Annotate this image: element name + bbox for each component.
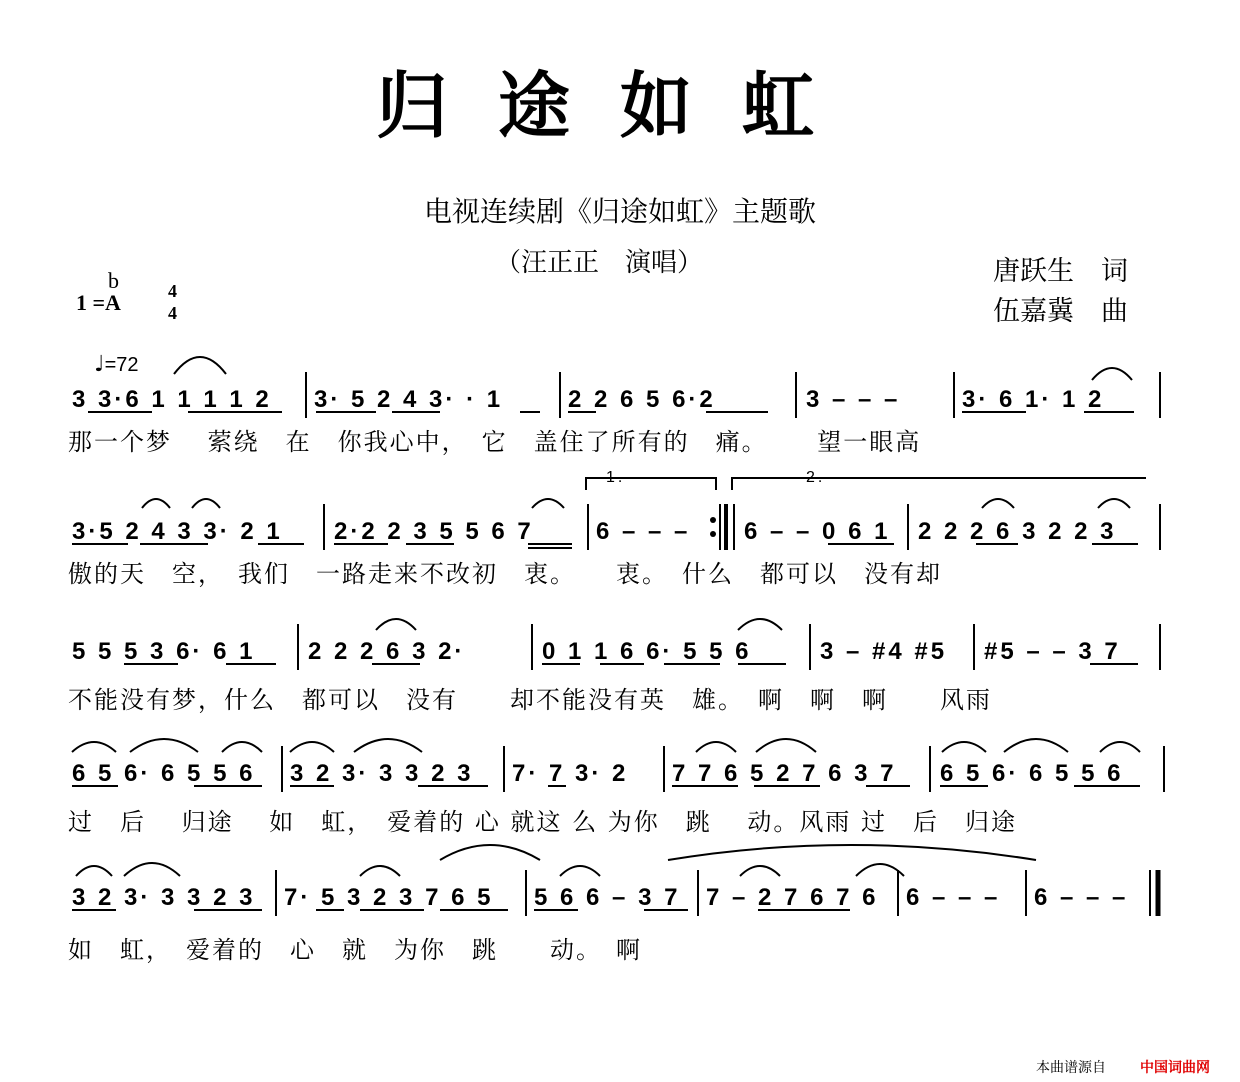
system-4-measure-4: 7 7 6 5 2 7 6 3 7	[672, 760, 897, 787]
system-1-lyrics: 那一个梦 萦绕 在 你我心中， 它 盖住了所有的 痛。 望一眼高	[68, 428, 922, 456]
lyricist-credit: 唐跃生 词	[993, 256, 1128, 287]
slur	[738, 619, 782, 630]
slur	[354, 739, 422, 752]
system-1-measure-3: 2 2 6 5 6·2	[568, 386, 716, 413]
footer-source-label: 本曲谱源自	[1036, 1060, 1106, 1076]
slur	[856, 864, 904, 876]
slur	[376, 619, 416, 630]
slur	[174, 357, 226, 374]
system-5-lyrics: 如 虹， 爱着的 心 就 为你 跳 动。 啊	[68, 936, 642, 964]
time-sig-bottom: 4	[168, 303, 177, 323]
tempo-value: =72	[104, 354, 139, 376]
system-2-measure-2: 2·2 2 3 5 5 6 7	[334, 518, 534, 545]
system-4-measure-5: 6 5 6· 6 5 5 6	[940, 760, 1124, 787]
system-1-measure-5: 3· 6 1· 1 2	[962, 386, 1105, 413]
slur	[756, 739, 816, 752]
system-3-measure-4: 3 – #4 #5	[820, 638, 948, 665]
slur	[1092, 368, 1132, 380]
slur	[440, 845, 540, 860]
slur	[560, 866, 600, 876]
system-2-measure-1: 3·5 2 4 3 3· 2 1	[72, 518, 283, 545]
slur	[740, 866, 780, 876]
system-2-measure-3: 6 – – –	[596, 518, 691, 545]
system-3-lyrics: 不能没有梦，什么 都可以 没有 却不能没有英 雄。 啊 啊 啊 风雨	[68, 686, 992, 714]
volta-second: 2.	[806, 469, 826, 486]
system-5-measure-5: 6 – – –	[906, 884, 1001, 911]
song-title: 归途如虹	[375, 64, 864, 148]
slur	[1098, 499, 1130, 508]
slur	[142, 499, 170, 508]
system-5-measure-3: 5 6 6 – 3 7	[534, 884, 681, 911]
slur	[982, 499, 1014, 508]
composer-credit: 伍嘉冀 曲	[993, 296, 1128, 327]
slur	[360, 866, 400, 876]
volta-bracket-1	[586, 478, 716, 490]
system-4-measure-3: 7· 7 3· 2	[512, 760, 629, 787]
system-3-measure-2: 2 2 2 6 3 2·	[308, 638, 466, 665]
system-3-measure-3: 0 1 1 6 6· 5 5 6	[542, 638, 752, 665]
flat-sign: b	[108, 268, 119, 293]
system-2-measure-5: 2 2 2 6 3 2 2 3	[918, 518, 1117, 545]
system-1-measure-1: 3 3·6 1 1 1 1 2	[72, 386, 272, 413]
system-2-measure-4: 6 – – 0 6 1	[744, 518, 891, 545]
system-5-measure-6: 6 – – –	[1034, 884, 1129, 911]
system-4-measure-2: 3 2 3· 3 3 2 3	[290, 760, 474, 787]
key-signature: 1 =A	[76, 290, 121, 315]
slur	[222, 742, 262, 752]
slur	[72, 742, 116, 752]
volta-bracket-2	[732, 478, 1146, 490]
system-3-measure-1: 5 5 5 3 6· 6 1	[72, 638, 256, 665]
system-5-measure-4: 7 – 2 7 6 7 6	[706, 884, 879, 911]
system-4-measure-1: 6 5 6· 6 5 5 6	[72, 760, 256, 787]
time-sig-top: 4	[168, 281, 177, 301]
slur	[192, 499, 220, 508]
slur	[1100, 742, 1140, 752]
slur	[130, 739, 198, 752]
slur	[76, 866, 112, 876]
slur	[1004, 739, 1068, 752]
subtitle: 电视连续剧《归途如虹》主题歌	[423, 195, 816, 228]
system-5-measure-2: 7· 5 3 2 3 7 6 5	[284, 884, 494, 911]
system-5-measure-1: 3 2 3· 3 3 2 3	[72, 884, 256, 911]
system-1-measure-2: 3· 5 2 4 3· · 1	[314, 386, 504, 413]
slur	[290, 742, 334, 752]
system-3-measure-5: #5 – – 3 7	[984, 638, 1121, 665]
volta-first: 1.	[606, 469, 626, 486]
slur	[532, 499, 564, 508]
slur	[668, 845, 1036, 860]
slur	[942, 742, 986, 752]
footer-site-link[interactable]: 中国词曲网	[1140, 1060, 1210, 1076]
repeat-dot	[710, 517, 716, 523]
repeat-dot	[710, 531, 716, 537]
system-1-measure-4: 3 – – –	[806, 386, 901, 413]
system-4-lyrics: 过 后 归途 如 虹， 爱着的 心 就这 么 为你 跳 动。风雨 过 后 归途	[68, 808, 1018, 836]
system-2-lyrics: 傲的天 空， 我们 一路走来不改初 衷。 衷。 什么 都可以 没有却	[68, 560, 942, 588]
slur	[696, 742, 736, 752]
quarter-note-icon: ♩	[94, 352, 105, 377]
performer: （汪正正 演唱）	[495, 248, 704, 278]
slur	[124, 863, 180, 876]
